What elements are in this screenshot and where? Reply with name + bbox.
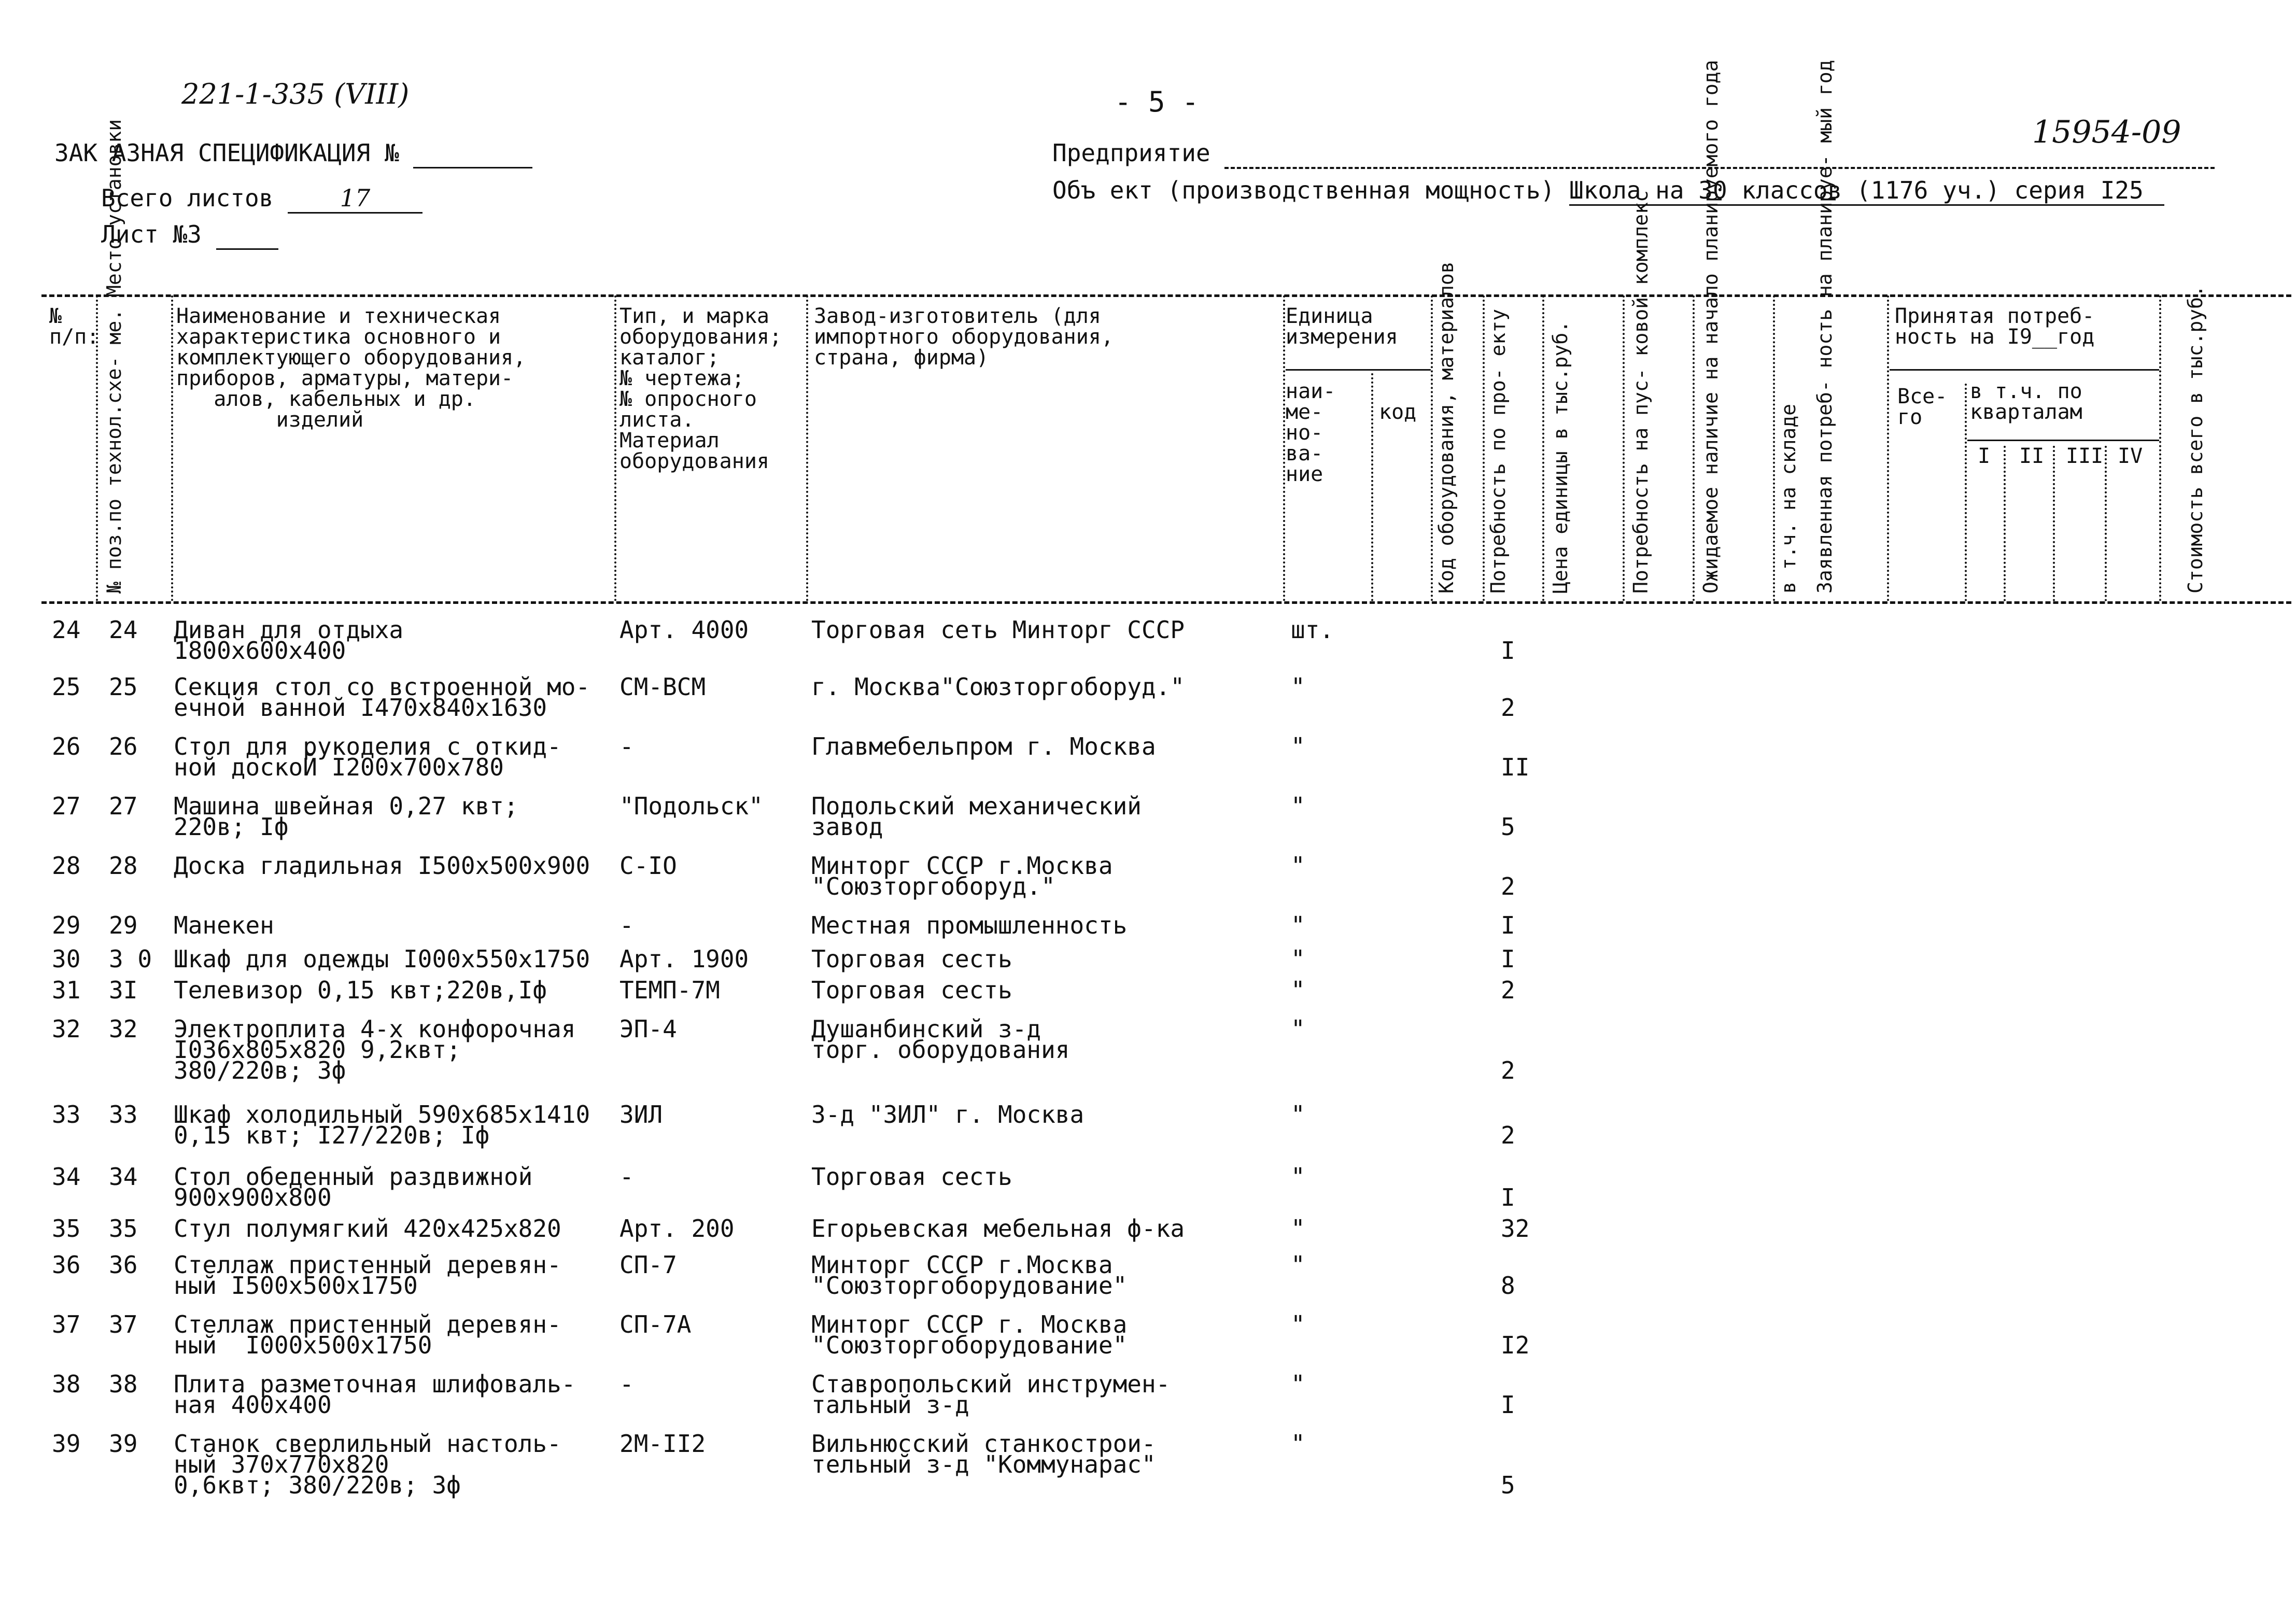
quarters-subheader-line xyxy=(1967,440,2159,441)
row-maker: Егорьевская мебельная ф-ка xyxy=(811,1215,1185,1243)
header-q2: II xyxy=(2019,444,2045,468)
row-need: I2 xyxy=(1501,1331,1530,1359)
row-type: Арт. 1900 xyxy=(619,945,749,973)
row-number: 38 xyxy=(52,1370,81,1398)
total-sheets xyxy=(101,184,422,214)
row-number: 35 xyxy=(52,1215,81,1243)
row-need: 2 xyxy=(1501,976,1515,1004)
row-number: 26 xyxy=(52,732,81,760)
row-unit: " xyxy=(1291,1215,1305,1243)
header-unit: Единица измерения xyxy=(1286,304,1398,349)
row-unit: " xyxy=(1291,911,1305,939)
header-q1: I xyxy=(1978,444,1991,468)
row-name: Секция стол со встроенной мо- ечной ванной I470x840x1630 xyxy=(174,673,590,722)
object-label: Объ ект (производственная мощность) xyxy=(1052,176,1555,204)
row-type: СМ-ВСМ xyxy=(619,673,706,701)
row-need: 2 xyxy=(1501,1056,1515,1084)
row-need: 8 xyxy=(1501,1272,1515,1300)
header-quarters: в т.ч. по кварталам xyxy=(1970,379,2082,424)
row-need: I xyxy=(1501,1183,1515,1211)
row-unit: " xyxy=(1291,1100,1305,1128)
row-maker: Торговая сесть xyxy=(811,976,1012,1004)
row-type: С-IO xyxy=(619,852,677,880)
header-name: Наименование и техническая характеристика основного и комплектующего оборудования, приборов, арматуры, матери- алов, кабельных и др. изделий xyxy=(176,304,526,432)
row-name: Телевизор 0,15 квт;220в,Iф xyxy=(174,976,547,1004)
row-number: 27 xyxy=(52,792,81,820)
row-maker: Душанбинский з-д торг. оборудования xyxy=(811,1015,1070,1064)
row-need: 2 xyxy=(1501,1121,1515,1149)
row-type: - xyxy=(619,732,634,760)
row-need: 32 xyxy=(1501,1215,1530,1243)
col-separator xyxy=(1542,295,1544,601)
header-position: № поз.по технол.схе- ме. Место установки xyxy=(103,119,125,594)
row-type: Арт. 200 xyxy=(619,1215,735,1243)
row-maker: Минторг СССР г.Москва "Союзторгоборуд." xyxy=(811,852,1113,900)
row-position: 28 xyxy=(109,852,138,880)
enterprise-label: Предприятие xyxy=(1052,139,1210,167)
header-cost: Стоимость всего в тыс.руб. xyxy=(2184,285,2207,594)
col-separator xyxy=(1483,295,1485,601)
row-number: 34 xyxy=(52,1163,81,1191)
row-unit: " xyxy=(1291,732,1305,760)
row-maker: Подольский механический завод xyxy=(811,792,1142,841)
row-name: Шкаф для одежды I000x550x1750 xyxy=(174,945,590,973)
sheet-label: Лист №3 xyxy=(101,220,202,248)
object-value: Школа на 30 классов (1176 уч.) серия I25 xyxy=(1569,176,2164,206)
header-number: № п/п: xyxy=(49,304,100,349)
header-q3: III xyxy=(2066,444,2104,468)
row-unit: " xyxy=(1291,673,1305,701)
row-unit: " xyxy=(1291,976,1305,1004)
header-accepted: Принятая потреб- ность на I9__год xyxy=(1895,304,2095,349)
col-separator xyxy=(1887,295,1889,601)
row-name: Доска гладильная I500x500x900 xyxy=(174,852,590,880)
row-type: - xyxy=(619,1163,634,1191)
row-type: - xyxy=(619,1370,634,1398)
sheet-blank xyxy=(216,220,278,250)
row-position: 38 xyxy=(109,1370,138,1398)
col-separator xyxy=(1965,384,1967,601)
object-line xyxy=(1052,176,2164,206)
header-need-start: Потребность на пус- ковой комплекс xyxy=(1629,190,1652,594)
row-need: 2 xyxy=(1501,872,1515,900)
header-unit-name: наи- ме- но- ва- ние xyxy=(1286,379,1336,486)
col-separator xyxy=(1371,373,1373,601)
row-name: Диван для отдыха 1800x600x400 xyxy=(174,616,404,665)
row-need: 5 xyxy=(1501,1471,1515,1499)
stamp-number: 15954-09 xyxy=(2032,114,2181,150)
row-maker: Местная промышленность xyxy=(811,911,1128,939)
header-q4: IV xyxy=(2118,444,2143,468)
row-name: Станок сверлильный настоль- ный 370x770x820 0,6квт; 380/220в; 3ф xyxy=(174,1430,561,1499)
row-name: Шкаф холодильный 590x685x1410 0,15 квт; I27/220в; Iф xyxy=(174,1100,590,1149)
row-position: 27 xyxy=(109,792,138,820)
row-number: 30 xyxy=(52,945,81,973)
row-name: Машина швейная 0,27 квт; 220в; Iф xyxy=(174,792,518,841)
row-position: 34 xyxy=(109,1163,138,1191)
row-type: 2М-II2 xyxy=(619,1430,706,1458)
row-position: 36 xyxy=(109,1251,138,1279)
sheet-number xyxy=(101,220,278,250)
row-type: ЗИЛ xyxy=(619,1100,663,1128)
total-sheets-label: Всего листов xyxy=(101,184,274,212)
row-name: Стул полумягкий 420x425x820 xyxy=(174,1215,561,1243)
row-position: 26 xyxy=(109,732,138,760)
col-separator xyxy=(171,295,173,601)
col-separator xyxy=(1431,295,1433,601)
document-code: 221-1-335 (VIII) xyxy=(181,78,410,110)
row-name: Электроплита 4-х конфорочная I036x805x820 9,2квт; 380/220в; 3ф xyxy=(174,1015,576,1084)
header-need: Потребность по про- екту xyxy=(1487,308,1510,594)
row-maker: г. Москва"Союзторгоборуд." xyxy=(811,673,1185,701)
row-position: 32 xyxy=(109,1015,138,1043)
spec-number-blank xyxy=(413,139,532,168)
row-number: 31 xyxy=(52,976,81,1004)
row-number: 29 xyxy=(52,911,81,939)
row-position: 37 xyxy=(109,1310,138,1338)
row-maker: З-д "ЗИЛ" г. Москва xyxy=(811,1100,1084,1128)
row-unit: " xyxy=(1291,1163,1305,1191)
col-separator xyxy=(1283,295,1285,601)
header-maker: Завод-изготовитель (для импортного оборудования, страна, фирма) xyxy=(814,304,1114,370)
page-number: - 5 - xyxy=(1115,86,1199,118)
row-type: СП-7 xyxy=(619,1251,677,1279)
row-number: 36 xyxy=(52,1251,81,1279)
col-separator xyxy=(2053,446,2055,601)
col-separator xyxy=(1693,295,1695,601)
row-unit: " xyxy=(1291,1430,1305,1458)
row-number: 32 xyxy=(52,1015,81,1043)
row-number: 39 xyxy=(52,1430,81,1458)
unit-subheader-line xyxy=(1286,369,1431,371)
row-maker: Торговая сеть Минторг СССР xyxy=(811,616,1185,644)
row-unit: " xyxy=(1291,1015,1305,1043)
row-maker: Главмебельпром г. Москва xyxy=(811,732,1156,760)
row-position: 24 xyxy=(109,616,138,644)
row-unit: " xyxy=(1291,1310,1305,1338)
row-unit: шт. xyxy=(1291,616,1334,644)
col-separator xyxy=(1623,295,1625,601)
row-maker: Торговая сесть xyxy=(811,1163,1012,1191)
row-unit: " xyxy=(1291,945,1305,973)
spec-title-label: ЗАК АЗНАЯ СПЕЦИФИКАЦИЯ № xyxy=(54,139,399,167)
row-number: 33 xyxy=(52,1100,81,1128)
header-price: Цена единицы в тыс.руб. xyxy=(1549,320,1572,594)
header-type: Тип, и марка оборудования; каталог; № чертежа; № опросного листа. Материал оборудования xyxy=(619,304,782,473)
row-name: Стеллаж пристенный деревян- ный I000x500x1750 xyxy=(174,1310,561,1359)
row-type: ТЕМП-7М xyxy=(619,976,720,1004)
col-separator xyxy=(614,295,616,601)
row-unit: " xyxy=(1291,792,1305,820)
row-position: 29 xyxy=(109,911,138,939)
row-maker: Минторг СССР г. Москва "Союзторгоборудование" xyxy=(811,1310,1128,1359)
row-name: Плита разметочная шлифоваль- ная 400x400 xyxy=(174,1370,576,1419)
row-type: - xyxy=(619,911,634,939)
total-sheets-value: 17 xyxy=(288,184,422,214)
row-need: I xyxy=(1501,945,1515,973)
col-separator xyxy=(2159,295,2161,601)
row-need: 5 xyxy=(1501,813,1515,841)
row-position: 35 xyxy=(109,1215,138,1243)
row-type: "Подольск" xyxy=(619,792,763,820)
row-maker: Минторг СССР г.Москва "Союзторгоборудование" xyxy=(811,1251,1128,1300)
table-top-border xyxy=(41,294,2291,297)
row-unit: " xyxy=(1291,852,1305,880)
row-number: 28 xyxy=(52,852,81,880)
row-need: 2 xyxy=(1501,694,1515,722)
header-unit-code: код xyxy=(1379,400,1417,424)
row-unit: " xyxy=(1291,1251,1305,1279)
row-need: I xyxy=(1501,637,1515,665)
row-maker: Вильнюсский станкострои- тельный з-д "Коммунарас" xyxy=(811,1430,1156,1478)
header-expected: Ожидаемое наличие на начало планируемого года xyxy=(1699,60,1722,594)
row-type: ЭП-4 xyxy=(619,1015,677,1043)
row-name: Стол для рукоделия с откид- ной доскоЙ I200x700x780 xyxy=(174,732,561,781)
row-position: 3I xyxy=(109,976,138,1004)
row-position: 25 xyxy=(109,673,138,701)
row-number: 25 xyxy=(52,673,81,701)
row-number: 24 xyxy=(52,616,81,644)
row-type: СП-7А xyxy=(619,1310,692,1338)
row-position: 3 0 xyxy=(109,945,152,973)
enterprise-line xyxy=(1052,139,2215,169)
row-need: II xyxy=(1501,753,1530,781)
row-unit: " xyxy=(1291,1370,1305,1398)
table-header-bottom-border xyxy=(41,601,2291,604)
row-maker: Торговая сесть xyxy=(811,945,1012,973)
row-need: I xyxy=(1501,1391,1515,1419)
row-position: 39 xyxy=(109,1430,138,1458)
header-total: Все- го xyxy=(1897,385,1948,429)
header-declared: Заявленная потреб- ность на планируе- мый год xyxy=(1813,60,1836,594)
row-need: I xyxy=(1501,911,1515,939)
row-maker: Ставропольский инструмен- тальный з-д xyxy=(811,1370,1171,1419)
col-separator xyxy=(806,295,808,601)
row-type: Арт. 4000 xyxy=(619,616,749,644)
spec-title xyxy=(54,139,532,168)
col-separator xyxy=(1773,295,1775,601)
row-name: Манекен xyxy=(174,911,274,939)
header-equipment-code: Код оборудования, материалов xyxy=(1435,261,1458,594)
row-number: 37 xyxy=(52,1310,81,1338)
col-separator xyxy=(2004,446,2006,601)
row-name: Стеллаж пристенный деревян- ный I500x500x1750 xyxy=(174,1251,561,1300)
accepted-subheader-line xyxy=(1890,369,2159,371)
header-in-stock: в т.ч. на складе xyxy=(1777,403,1800,594)
row-position: 33 xyxy=(109,1100,138,1128)
col-separator xyxy=(2105,446,2107,601)
row-name: Стол обеденный раздвижной 900x900x800 xyxy=(174,1163,533,1211)
